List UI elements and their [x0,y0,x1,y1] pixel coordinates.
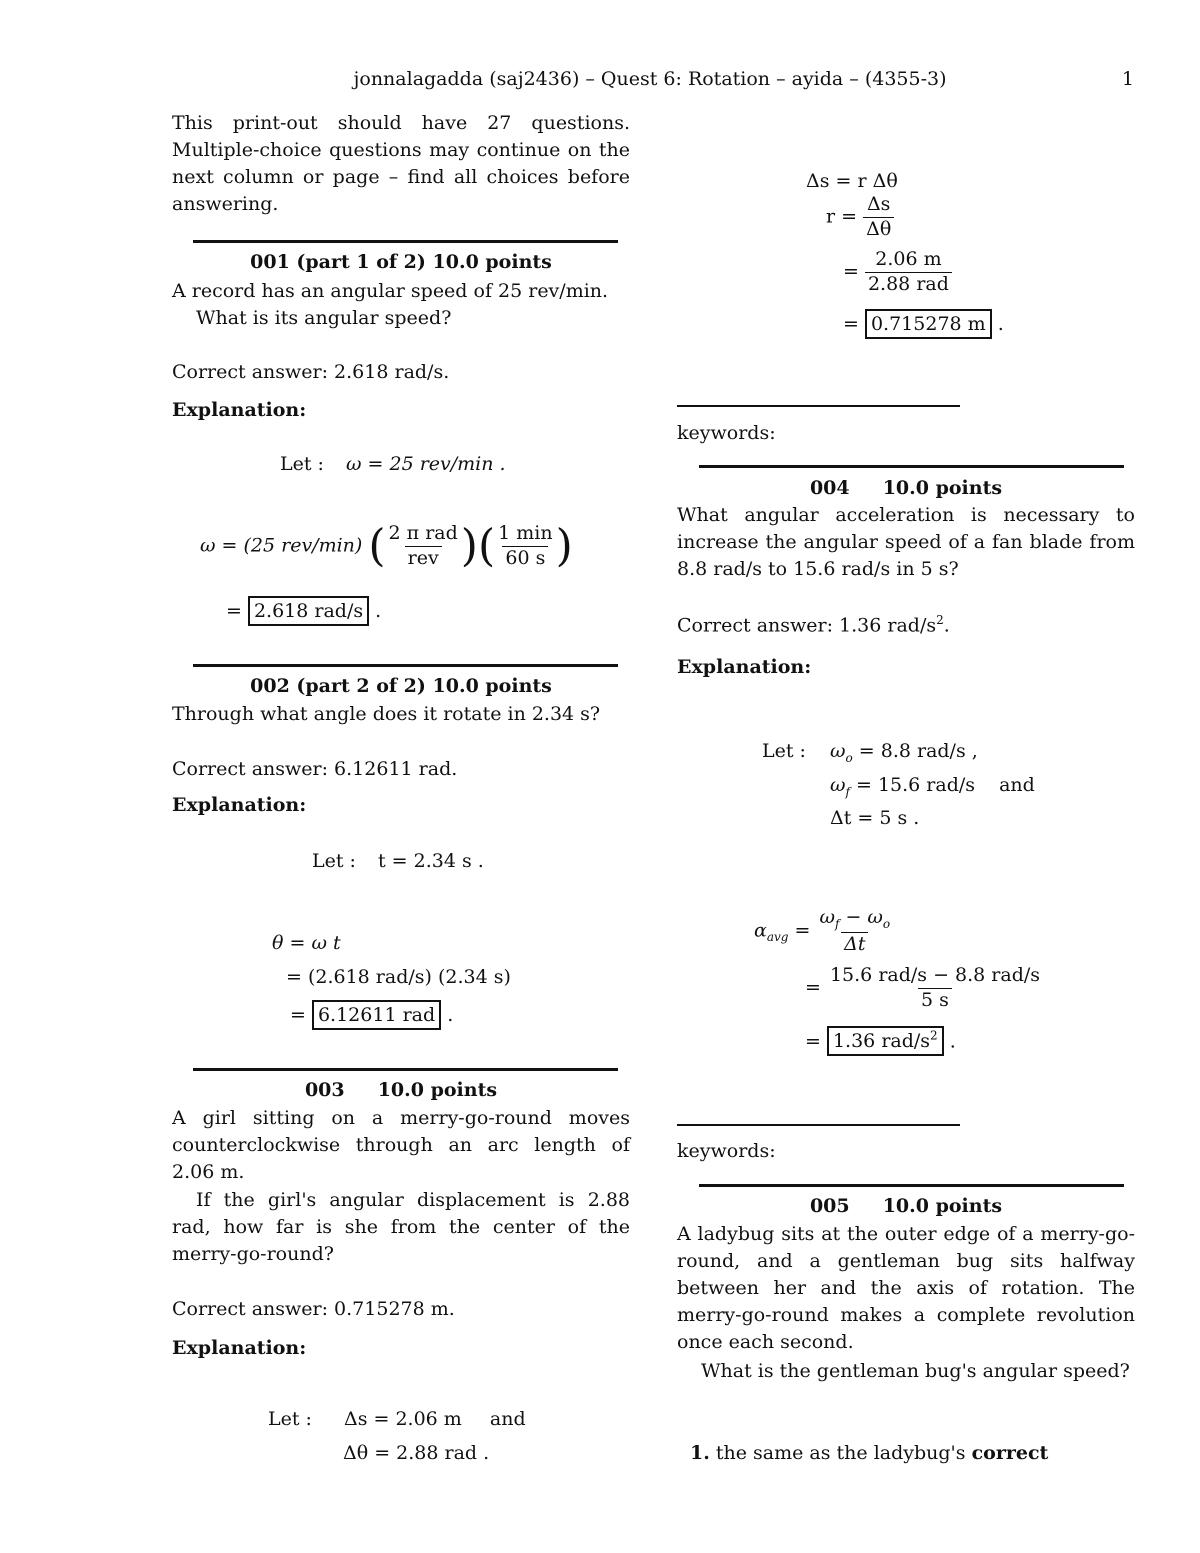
choice-text: the same as the ladybug's [715,1442,966,1464]
q001-result-box: 2.618 rad/s [248,596,369,626]
q003-frac2-line: = $\frac{2.06 m}{\text{2.88 rad}}$ [843,248,952,297]
q001-heading: 001 (part 1 of 2) 10.0 points [250,251,552,273]
q002-answer: Correct answer: 6.12611 rad. [172,758,458,780]
q003-question: If the girl's angular displacement is 2.88 rad, how far is she from the center of the merry-go-round? [172,1189,630,1265]
q003-let-eq1: Δs = 2.06 m [343,1408,462,1430]
q001-text: A record has an angular speed of 25 rev/min. [172,280,609,302]
and-label: and [489,1408,526,1430]
q005-choice-1[interactable] [690,1440,1048,1467]
q003-answer: Correct answer: 0.715278 m. [172,1298,455,1320]
q004-explanation-label: Explanation: [677,656,812,678]
keywords-divider [677,1124,960,1126]
q004-frac2: $\frac{\text{15.6 rad/s − 8.8 rad/s}}{5 s}$ [829,964,1041,1011]
q001-question: What is its angular speed? [196,307,452,329]
q003-explanation-label: Explanation: [172,1337,307,1359]
q003-r-eq: r = $\frac{\Delta s}{\Delta\theta}$ [826,193,894,242]
q001-frac1: $\frac{\text{2 π rad}}{\text{rev}}$ [388,522,458,569]
keywords-divider [677,405,960,407]
q001-result-line: = 2.618 rad/s . [226,598,381,625]
q004-answer: Correct answer: 1.36 rad/$s^2$. [677,613,950,637]
q003-heading: 003 10.0 points [304,1079,498,1101]
let-label: Let : [280,453,324,475]
keywords-label: keywords: [677,1140,776,1162]
q004-alpha-eq: $\alpha_{avg}$ = $\frac{\omega_f - \omega_o}{\Delta t}$ [754,906,893,957]
q005-text: A ladybug sits at the outer edge of a merry-go-round, and a gentleman bug sits halfway between her and the axis of rotation. The merry-go-round makes a complete revolution once each second. [677,1223,1135,1353]
q004-let1: $\omega_o = 8.8$ rad/s , [830,740,978,765]
page-number: 1 [1121,68,1134,90]
q001-eq-lhs: ω = (25 rev/min) [200,534,363,557]
q001-let-eq: ω = 25 rev/min . [345,453,506,475]
q001-answer: Correct answer: 2.618 rad/s. [172,361,450,383]
question-divider [699,1184,1124,1187]
q003-text: A girl sitting on a merry-go-round moves counterclockwise through an arc length of 2.06 m. [172,1107,630,1183]
q004-result-box: 1.36 rad/$s^2$ [827,1026,944,1056]
page-header [0,66,1200,96]
q001-let [280,451,506,478]
header-title: jonnalagadda (saj2436) – Quest 6: Rotation – ayida – (4355-3) [353,68,947,90]
q002-heading: 002 (part 2 of 2) 10.0 points [250,675,552,697]
q004-text: What angular acceleration is necessary to increase the angular speed of a fan blade from 8.8 rad/s to 15.6 rad/s in 5 s? [677,504,1135,580]
q004-let2: $\omega_f = 15.6$ rad/s and [830,774,1035,799]
q001-frac2: $\frac{1 \min}{60 s}$ [498,522,553,569]
q003-line1: Δs = r Δθ [806,170,898,192]
q002-let-eq: t = 2.34 s . [377,850,484,872]
q003-frac2: $\frac{2.06 m}{\text{2.88 rad}}$ [865,248,952,297]
q004-frac1: $\frac{\omega_f - \omega_o}{\Delta t}$ [819,906,891,955]
question-divider [699,465,1124,468]
q003-let-eq2: Δθ = 2.88 rad . [343,1442,490,1464]
keywords-label: keywords: [677,422,776,444]
q001-equation: ω = (25 rev/min) ( $\frac{\text{2 π rad}}{\text{rev}}$ )( $\frac{1 \min}{60 s}$ ) [200,520,573,572]
q003-result-box: 0.715278 m [865,309,992,339]
q005-heading: 005 10.0 points [809,1195,1003,1217]
q002-line1: θ = ω t [272,932,341,954]
q002-explanation-label: Explanation: [172,794,307,816]
q004-frac2-line: = $\frac{\text{15.6 rad/s − 8.8 rad/s}}{5 s}$ [805,964,1043,1013]
q004-let-label: Let : [762,740,806,762]
q004-let3: Δt = 5 s . [830,807,920,829]
q001-explanation-label: Explanation: [172,399,307,421]
q004-heading: 004 10.0 points [809,477,1003,499]
q004-result-line: = 1.36 rad/$s^2$ . [805,1028,956,1055]
intro-paragraph: This print-out should have 27 questions. Multiple-choice questions may continue on the next column or page – find all choices before answering. [172,112,630,215]
q002-result-box: 6.12611 rad [312,1000,441,1030]
question-divider [193,1068,618,1071]
q003-let: Let : Δs = 2.06 m and [268,1408,526,1430]
correct-marker: correct [971,1442,1049,1464]
question-divider [193,240,618,243]
q002-let: Let : t = 2.34 s . [312,850,484,872]
q002-result-line: = 6.12611 rad . [290,1002,453,1029]
q003-result-line: = 0.715278 m . [843,311,1004,338]
question-divider [193,664,618,667]
q003-frac: $\frac{\Delta s}{\Delta\theta}$ [863,193,894,242]
q002-line2: = (2.618 rad/s) (2.34 s) [286,966,511,988]
q002-text: Through what angle does it rotate in 2.34 s? [172,703,601,725]
q005-question: What is the gentleman bug's angular speed? [701,1360,1130,1382]
choice-number: 1. [690,1442,710,1464]
